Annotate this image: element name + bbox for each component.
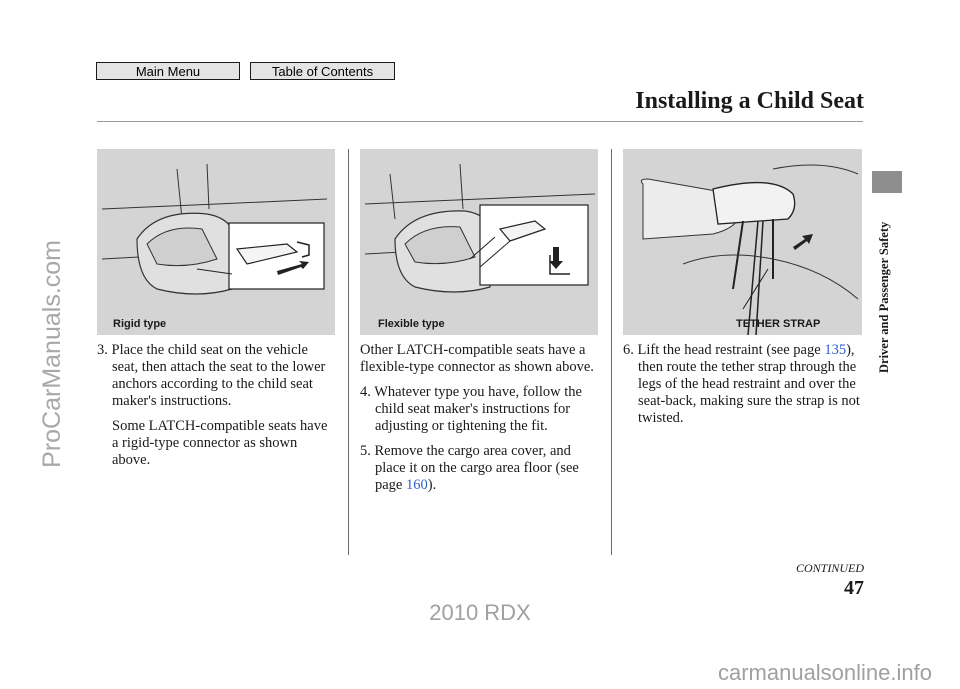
step-5-end: ). bbox=[427, 477, 437, 493]
step-6-end: ), then route the tether strap through the legs of the head restraint and over the seat-back, making sure the strap is not twisted. bbox=[638, 342, 860, 426]
figure-caption-tether: TETHER STRAP bbox=[736, 318, 821, 330]
procarmanuals-watermark: ProCarManuals.com bbox=[38, 240, 66, 468]
continued-label: CONTINUED bbox=[795, 561, 864, 575]
step-4: 4. Whatever type you have, follow the child seat maker's instructions for adjusting or tightening the fit. bbox=[360, 384, 582, 434]
figure-caption-rigid: Rigid type bbox=[113, 318, 167, 330]
main-menu-button[interactable]: Main Menu bbox=[96, 62, 240, 80]
flexible-type-intro: Other LATCH-compatible seats have a flexible-type connector as shown above. bbox=[360, 342, 594, 375]
column-1-text bbox=[97, 342, 337, 477]
step-6-text: 6. Lift the head restraint (see page bbox=[623, 342, 825, 358]
column-2-text bbox=[360, 342, 605, 502]
rigid-type-note: Some LATCH-compatible seats have a rigid-type connector as shown above. bbox=[112, 418, 328, 468]
rigid-type-figure bbox=[97, 149, 335, 335]
section-tab bbox=[872, 171, 902, 193]
step-3: 3. Place the child seat on the vehicle seat, then attach the seat to the lower anchors according to the child seat maker's instructions. bbox=[97, 342, 326, 409]
step-5 bbox=[360, 443, 605, 494]
step-5-text: 5. Remove the cargo area cover, and place it on the cargo area floor (see page bbox=[360, 443, 579, 493]
page-135-link[interactable]: 135 bbox=[824, 342, 847, 358]
page-title: Installing a Child Seat bbox=[635, 88, 864, 114]
column-divider-2 bbox=[611, 149, 612, 555]
table-of-contents-button[interactable]: Table of Contents bbox=[250, 62, 395, 80]
column-divider-1 bbox=[348, 149, 349, 555]
step-6 bbox=[623, 342, 863, 427]
flexible-type-figure bbox=[360, 149, 598, 335]
page-number: 47 bbox=[844, 577, 864, 599]
tether-strap-figure bbox=[623, 149, 862, 335]
carmanualsonline-watermark: carmanualsonline.info bbox=[717, 660, 932, 685]
column-3-text bbox=[623, 342, 863, 435]
model-label: 2010 RDX bbox=[429, 600, 531, 625]
section-side-label: Driver and Passenger Safety bbox=[877, 221, 891, 373]
tether-strap-illustration bbox=[623, 149, 862, 335]
figure-caption-flexible: Flexible type bbox=[378, 318, 445, 330]
flexible-connector-illustration bbox=[360, 149, 598, 335]
page-160-link[interactable]: 160 bbox=[406, 477, 428, 493]
header-rule bbox=[97, 121, 863, 122]
rigid-connector-illustration bbox=[97, 149, 335, 335]
